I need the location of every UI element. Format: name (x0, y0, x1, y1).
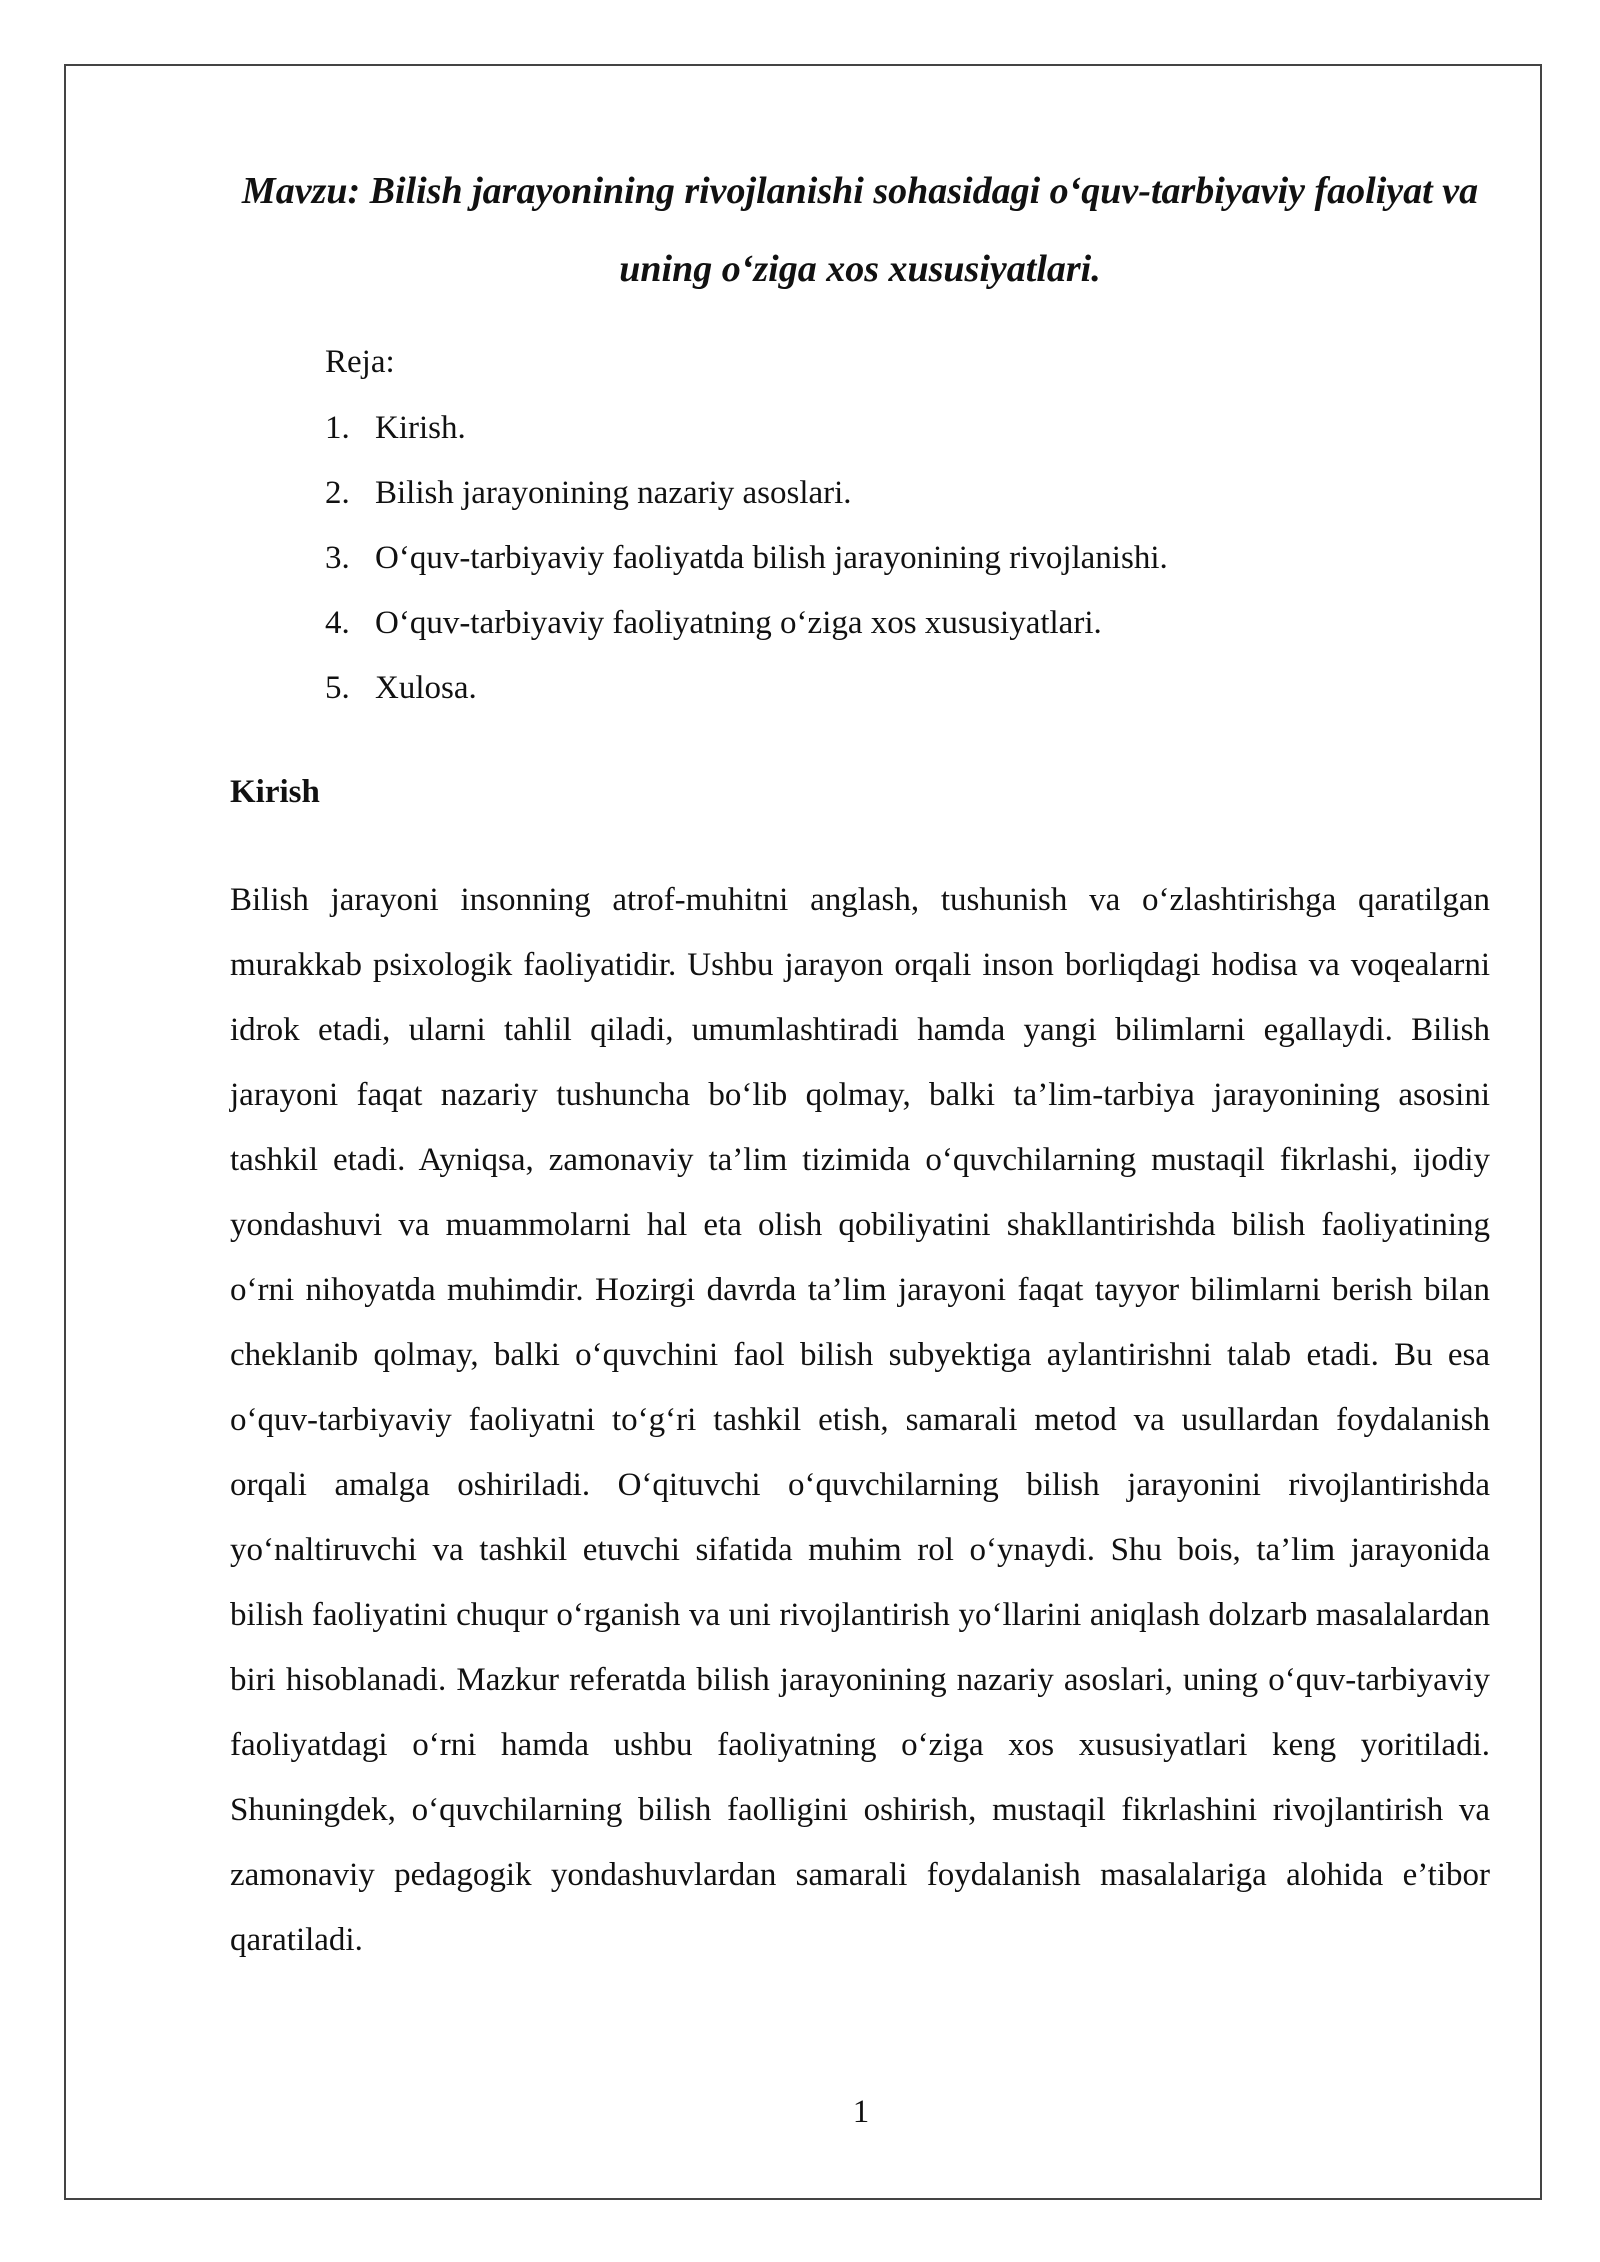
document-title: Mavzu: Bilish jarayonining rivojlanishi sohasidagi o‘quv-tarbiyaviy faoliyat va uning o‘ziga xos xususiyatlari. (241, 170, 1479, 290)
page-number: 1 (852, 2094, 870, 2130)
plan-item (325, 536, 1168, 601)
plan-item-text: Bilish jarayonining nazariy asoslari. (375, 475, 852, 511)
plan-item (325, 406, 1168, 471)
plan-item-text: Kirish. (375, 410, 466, 446)
section-heading: Kirish (230, 774, 320, 810)
plan-label: Reja: (325, 344, 395, 380)
plan-item-number: 1. (325, 410, 350, 446)
plan-item (325, 666, 1168, 731)
plan-item-text: O‘quv-tarbiyaviy faoliyatning o‘ziga xos xususiyatlari. (375, 605, 1102, 641)
plan-list (325, 406, 1168, 731)
intro-paragraph: Bilish jarayoni insonning atrof-muhitni anglash, tushunish va o‘zlashtirishga qaratilgan murakkab psixologik faoliyatidir. Ushbu jarayon orqali inson borliqdagi hodisa va voqealarni idrok etadi, ularni tahlil qiladi, umumlashtiradi hamda yangi bilimlarni egallaydi. Bilish jarayoni faqat nazariy tushuncha bo‘lib qolmay, balki ta’lim-tarbiya jarayonining asosini tashkil etadi. Ayniqsa, zamonaviy ta’lim tizimida o‘quvchilarning mustaqil fikrlashi, ijodiy yondashuvi va muammolarni hal eta olish qobiliyatini shakllantirishda bilish faoliyatining o‘rni nihoyatda muhimdir. Hozirgi davrda ta’lim jarayoni faqat tayyor bilimlarni berish bilan cheklanib qolmay, balki o‘quvchini faol bilish subyektiga aylantirishni talab etadi. Bu esa o‘quv-tarbiyaviy faoliyatni to‘g‘ri tashkil etish, samarali metod va usullardan foydalanish orqali amalga oshiriladi. O‘qituvchi o‘quvchilarning bilish jarayonini rivojlantirishda yo‘naltiruvchi va tashkil etuvchi sifatida muhim rol o‘ynaydi. Shu bois, ta’lim jarayonida bilish faoliyatini chuqur o‘rganish va uni rivojlantirish yo‘llarini aniqlash dolzarb masalalardan biri hisoblanadi. Mazkur referatda bilish jarayonining nazariy asoslari, uning o‘quv-tarbiyaviy faoliyatdagi o‘rni hamda ushbu faoliyatning o‘ziga xos xususiyatlari keng yoritiladi. Shuningdek, o‘quvchilarning bilish faolligini oshirish, mustaqil fikrlashini rivojlantirish va zamonaviy pedagogik yondashuvlardan samarali foydalanish masalalariga alohida e’tibor qaratiladi. (230, 882, 1490, 1958)
plan-item-number: 5. (325, 670, 350, 706)
plan-item-number: 2. (325, 475, 350, 511)
plan-item (325, 471, 1168, 536)
plan-item (325, 601, 1168, 666)
plan-item-text: O‘quv-tarbiyaviy faoliyatda bilish jarayonining rivojlanishi. (375, 540, 1168, 576)
plan-item-number: 3. (325, 540, 350, 576)
plan-item-text: Xulosa. (375, 670, 477, 706)
plan-item-number: 4. (325, 605, 350, 641)
